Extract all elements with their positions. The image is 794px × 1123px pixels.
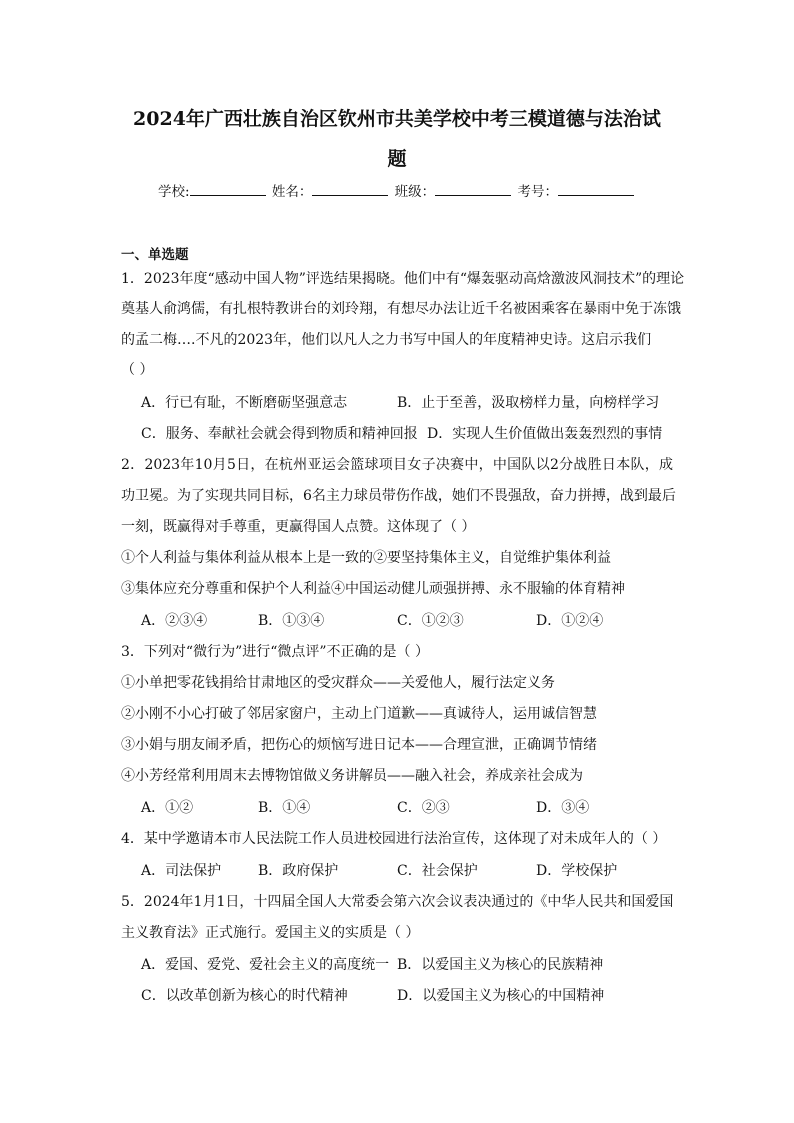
question-3-option-b[interactable]: B．①④ [258, 800, 311, 816]
question-1-answer-parens: （ ） [121, 362, 154, 378]
question-1-option-a[interactable]: A．行已有耻，不断磨砺坚强意志 [141, 395, 348, 411]
name-label: 姓名： [271, 184, 313, 200]
section-heading: 一、单选题 [121, 247, 189, 263]
question-5-option-a[interactable]: A．爱国、爱党、爱社会主义的高度统一 [141, 957, 390, 973]
question-5-option-b[interactable]: B．以爱国主义为核心的民族精神 [397, 957, 604, 973]
question-5-option-c[interactable]: C．以改革创新为核心的时代精神 [141, 988, 348, 1004]
question-3-statement: ④小芳经常利用周末去博物馆做义务讲解员——融入社会，养成亲社会成为 [121, 768, 583, 784]
question-3-line: 3．下列对“微行为”进行“微点评”不正确的是（ ） [121, 644, 429, 660]
question-3-option-c[interactable]: C．②③ [397, 800, 450, 816]
exam-title-line-1: 2024年广西壮族自治区钦州市共美学校中考三模道德与法治试 [133, 108, 661, 130]
school-label: 学校: [158, 184, 190, 200]
question-4-option-d[interactable]: D．学校保护 [536, 863, 618, 879]
question-2-option-c[interactable]: C．①②③ [397, 613, 464, 629]
exam-title-line-2: 题 [387, 148, 407, 170]
school-blank[interactable] [190, 182, 266, 196]
question-2-line: 一刻，既赢得对手尊重，更赢得国人点赞。这体现了（ ） [121, 519, 476, 535]
exam-number-label: 考号： [517, 184, 558, 200]
question-1-option-b[interactable]: B．止于至善，汲取榜样力量，向榜样学习 [397, 395, 660, 411]
question-1-option-c[interactable]: C．服务、奉献社会就会得到物质和精神回报 [141, 426, 418, 442]
name-blank[interactable] [312, 182, 388, 196]
question-5-option-d[interactable]: D．以爱国主义为核心的中国精神 [397, 988, 605, 1004]
question-2-line: 2．2023年10月5日，在杭州亚运会篮球项目女子决赛中，中国队以2分战胜日本队，成 [121, 457, 673, 473]
question-4-option-b[interactable]: B．政府保护 [258, 863, 339, 879]
question-2-statement: ③集体应充分尊重和保护个人利益④中国运动健儿顽强拼搏、永不服输的体育精神 [121, 581, 625, 597]
question-3-statement: ①小单把零花钱捐给甘肃地区的受灾群众——关爱他人，履行法定义务 [121, 675, 555, 691]
question-1-line: 奠基人俞鸿儒，有扎根特教讲台的刘玲翔，有想尽办法让近千名被困乘客在暴雨中免于冻饿 [121, 301, 681, 317]
question-2-option-d[interactable]: D．①②④ [536, 613, 604, 629]
question-4-option-a[interactable]: A．司法保护 [141, 863, 222, 879]
class-blank[interactable] [435, 182, 511, 196]
question-2-statement: ①个人利益与集体利益从根本上是一致的②要坚持集体主义，自觉维护集体利益 [121, 550, 611, 566]
question-3-option-a[interactable]: A．①② [141, 800, 194, 816]
exam-number-blank[interactable] [558, 182, 634, 196]
question-1-line: 的孟二梅….不凡的2023年，他们以凡人之力书写中国人的年度精神史诗。这启示我们 [121, 332, 652, 348]
student-info-row [0, 180, 794, 200]
question-3-option-d[interactable]: D．③④ [536, 800, 590, 816]
question-2-option-a[interactable]: A．②③④ [141, 613, 208, 629]
question-4-option-c[interactable]: C．社会保护 [397, 863, 478, 879]
question-4-line: 4．某中学邀请本市人民法院工作人员进校园进行法治宣传，这体现了对未成年人的（ ） [121, 831, 667, 847]
question-1-option-d[interactable]: D．实现人生价值做出轰轰烈烈的事情 [427, 426, 663, 442]
question-2-line: 功卫冕。为了实现共同目标，6名主力球员带伤作战，她们不畏强敌，奋力拼搏，战到最后 [121, 488, 676, 504]
question-5-line: 主义教育法》正式施行。爱国主义的实质是（ ） [121, 925, 420, 941]
question-5-line: 5．2024年1月1日，十四届全国人大常委会第六次会议表决通过的《中华人民共和国爱国 [121, 894, 674, 910]
question-3-statement: ②小刚不小心打破了邻居家窗户，主动上门道歉——真诚待人，运用诚信智慧 [121, 706, 597, 722]
question-1-line: 1．2023年度“感动中国人物”评选结果揭晓。他们中有“爆轰驱动高焓激波风洞技术”的理论 [121, 271, 685, 287]
question-2-option-b[interactable]: B．①③④ [258, 613, 325, 629]
class-label: 班级： [394, 184, 436, 200]
question-3-statement: ③小娟与朋友闹矛盾，把伤心的烦恼写进日记本——合理宣泄，正确调节情绪 [121, 737, 597, 753]
